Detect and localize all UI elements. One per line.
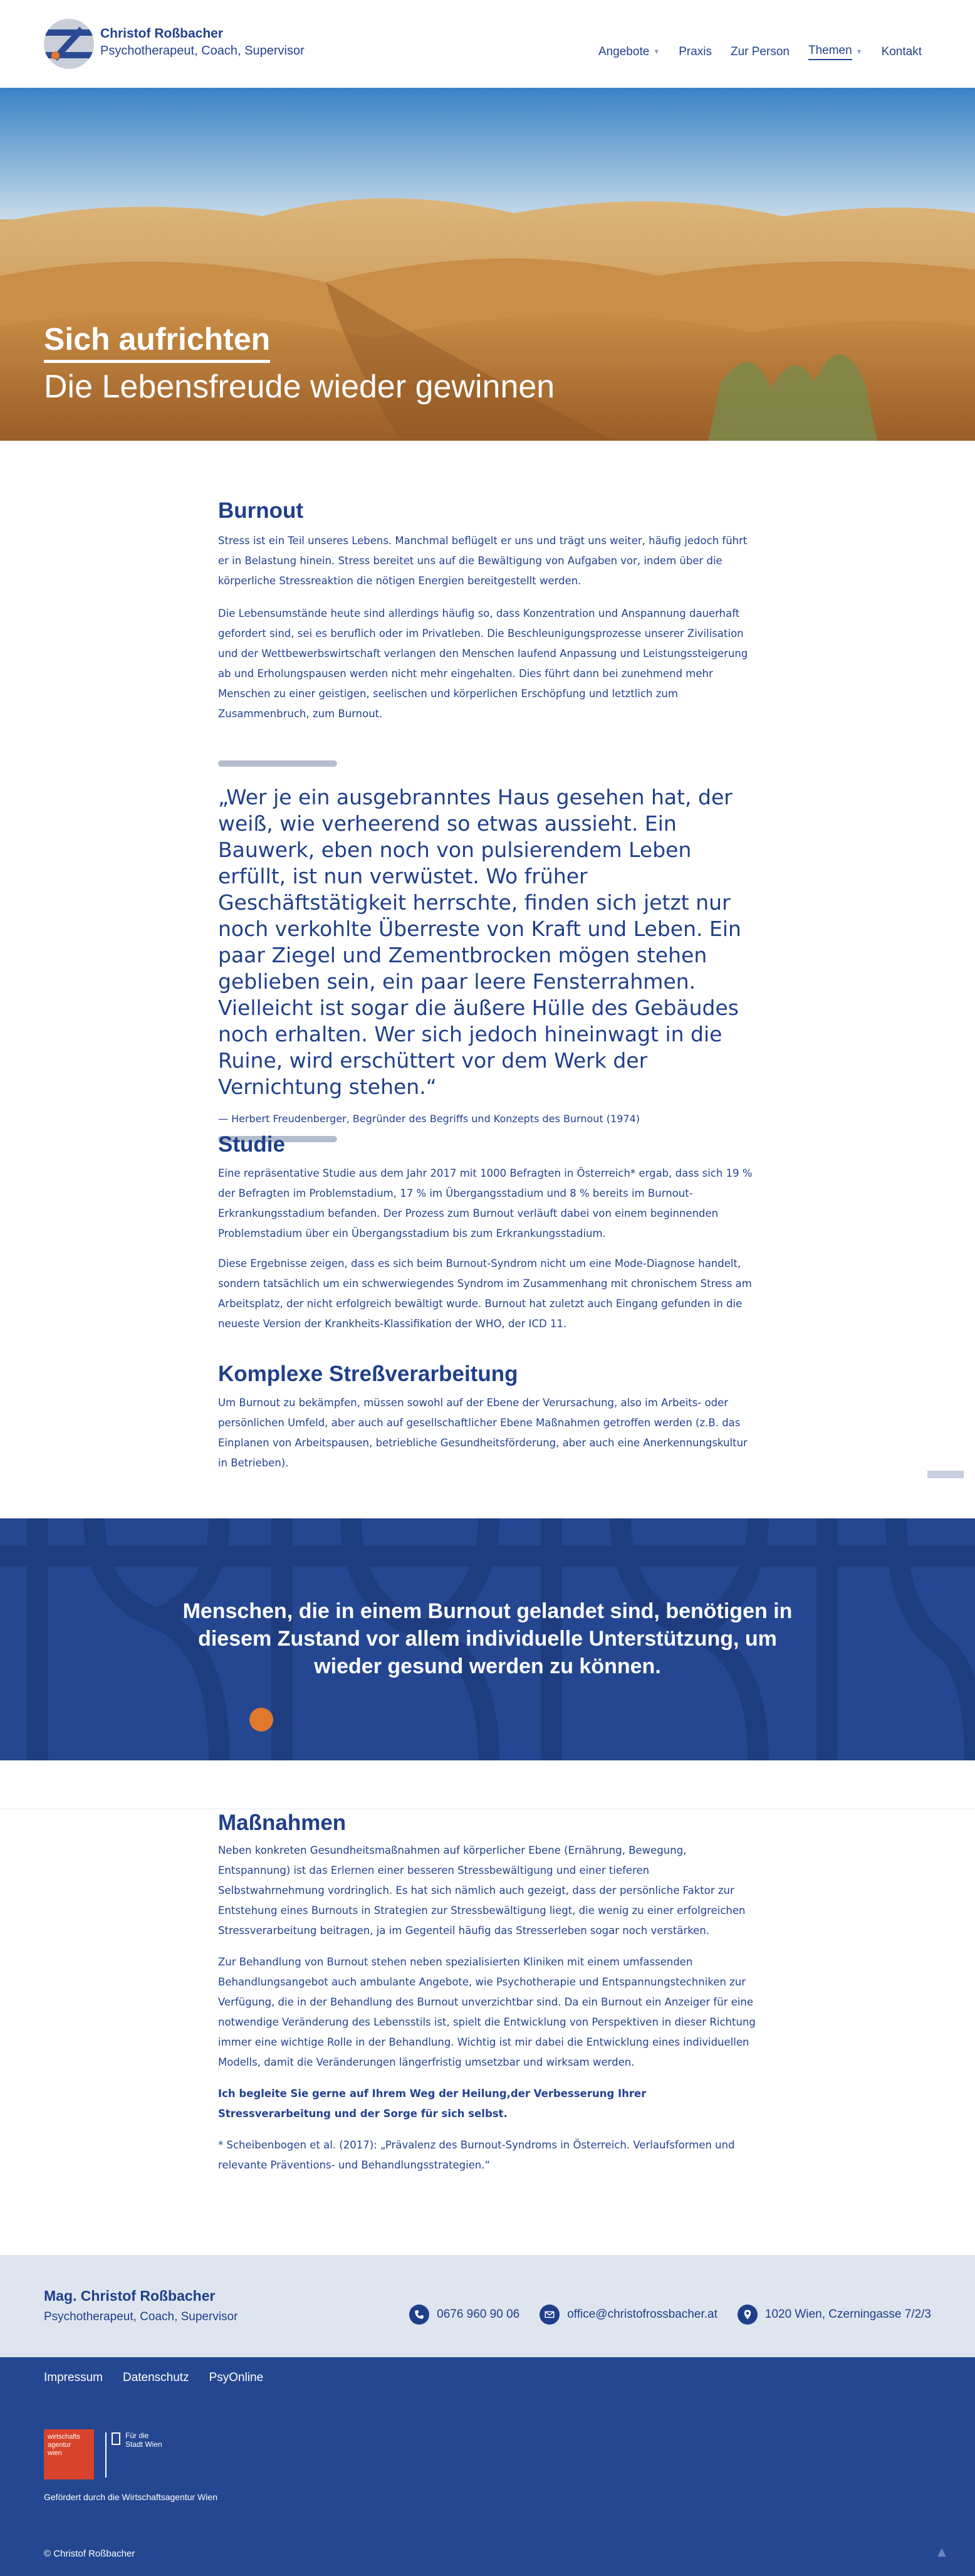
- hero-image: [0, 88, 975, 441]
- paragraph: Zur Behandlung von Burnout stehen neben spezialisierten Kliniken mit einem umfassenden Behandlungsangebot auch ambulante Angebote, wie Psychotherapie und Entspannungstechniken zur Verfügung, die in der Behandlung des Burnout unverzichtbar sind. Da ein Burnout ein Anzeiger für eine notwendige Veränderung des Lebensstils ist, spielt die Entwicklung von Perspektiven in dieser Richtung immer eine wichtige Rolle in der Behandlung. Wichtig ist mir dabei die Entwicklung eines individuellen Modells, damit die Veränderungen längerfristig umsetzbar und wirksam werden.: [218, 1956, 756, 2068]
- logo-text: agentur: [48, 2441, 71, 2449]
- nav-item-zur-person[interactable]: [731, 44, 790, 60]
- nav-label: Zur Person: [730, 45, 790, 58]
- vienna-shield-icon: [112, 2432, 120, 2445]
- footer-link-impressum[interactable]: Impressum: [44, 2371, 103, 2384]
- section-massnahmen: [218, 1811, 757, 2175]
- quote-text: „Wer je ein ausgebranntes Haus gesehen hat, der weiß, wie verheerend so etwas aussieht. Ein Bauwerk, eben noch von pulsierendem Leben erfüllt, ist nun verwüstet. Wo früher Geschäftstätigkeit herrschte, finden sich jetzt nur noch verkohlte Überreste von Kraft und Leben. Ein paar Ziegel und Zementbrocken mögen stehen geblieben sein, ein paar leere Fensterrahmen. Vielleicht ist sogar die äußere Hülle des Gebäudes noch erhalten. Wer sich jedoch hineinwagt in die Ruine, wird erschüttert vor dem Werk der Vernichtung stehen.“: [218, 785, 741, 1099]
- divider: [218, 760, 337, 767]
- accent-dot: [249, 1708, 273, 1732]
- paragraph: Eine repräsentative Studie aus dem Jahr 2017 mit 1000 Befragten in Österreich* ergab, dass sich 19 % der Befragten im Problemstadium, 17 % im Übergangsstadium und 8 % bereits im Burnout-Erkrankungsstadium befanden. Der Prozess zum Burnout verläuft dabei von einem beginnenden Problemstadium über ein Übergangsstadium bis zum Erkrankungsstadium.: [218, 1167, 753, 1239]
- brand-subtitle: Psychotherapeut, Coach, Supervisor: [100, 44, 305, 58]
- site-footer: [0, 2357, 975, 2576]
- footer-link-psyonline[interactable]: PsyOnline: [209, 2371, 264, 2384]
- phone-number: 0676 960 90 06: [437, 2308, 520, 2321]
- highlight-banner: [0, 1518, 975, 1760]
- nav-item-praxis[interactable]: [679, 44, 712, 60]
- quote-block: [218, 760, 757, 1142]
- quote-source: — Herbert Freudenberger, Begründer des Begriffs und Konzepts des Burnout (1974): [218, 1113, 640, 1125]
- logo-text: wien: [48, 2449, 62, 2457]
- paragraph: Die Lebensumstände heute sind allerdings häufig so, dass Konzentration und Anspannung dauerhaft gefordert sind, sei es beruflich oder im Privatleben. Die Beschleunigungsprozesse unserer Zivilisation und der Wettbewerbswirtschaft verlangen den Menschen laufend Anpassung und Leistungssteigerung ab und Erholungspausen werden nicht mehr eingehalten. Dies führt dann bei zunehmend mehr Menschen zu einer geistigen, seelischen und körperlichen Erschöpfung und letztlich zum Zusammenbruch, zum Burnout.: [218, 607, 748, 720]
- site-header: [0, 0, 975, 88]
- main-nav: [598, 44, 922, 60]
- logo-divider: [105, 2432, 107, 2478]
- banner-text: Menschen, die in einem Burnout gelandet sind, benötigen in diesem Zustand vor allem individuelle Unterstützung, um wieder gesund werden zu können.: [182, 1599, 793, 1678]
- logo-text: Für die: [125, 2431, 149, 2440]
- vienna-logo-text: [125, 2431, 162, 2449]
- mail-icon: [540, 2305, 560, 2325]
- footer-link-datenschutz[interactable]: Datenschutz: [122, 2371, 189, 2384]
- contact-bar: [0, 2255, 975, 2357]
- copyright: © Christof Roßbacher: [44, 2548, 135, 2559]
- logo-text: wirtschafts: [48, 2433, 80, 2441]
- funding-caption: Gefördert durch die Wirtschaftsagentur Wien: [44, 2492, 218, 2502]
- nav-label: Praxis: [679, 45, 712, 58]
- paragraph-emphasis: Ich begleite Sie gerne auf Ihrem Weg der Heilung,der Verbesserung Ihrer Stressverarbeitung und der Sorge für sich selbst.: [218, 2088, 647, 2120]
- nav-label: Angebote: [598, 45, 650, 58]
- footnote: * Scheibenbogen et al. (2017): „Prävalenz des Burnout-Syndroms in Österreich. Verlaufsformen und relevante Präventions- und Behandlungsstrategien.“: [218, 2139, 735, 2171]
- section-studie: [218, 1132, 757, 1334]
- section-komplexe-stressverarbeitung: [218, 1362, 757, 1473]
- chevron-down-icon: ▼: [653, 48, 660, 56]
- contact-address[interactable]: [738, 2305, 931, 2325]
- address: 1020 Wien, Czerningasse 7/2/3: [764, 2308, 931, 2321]
- nav-item-themen[interactable]: [808, 44, 863, 60]
- contact-subtitle: Psychotherapeut, Coach, Supervisor: [44, 2310, 238, 2323]
- section-heading: Komplexe Streßverarbeitung: [218, 1362, 518, 1386]
- contact-items: [409, 2305, 931, 2325]
- scroll-indicator[interactable]: [927, 1471, 964, 1478]
- nav-label: Themen: [808, 44, 852, 60]
- logo-icon[interactable]: [44, 19, 94, 69]
- hero-title: Sich aufrichten: [44, 321, 270, 363]
- paragraph: Um Burnout zu bekämpfen, müssen sowohl auf der Ebene der Verursachung, also im Arbeits- oder persönlichen Umfeld, aber auch auf gesellschaftlicher Ebene Maßnahmen getroffen werden (z.B. das Einplanen von Arbeitspausen, betriebliche Gesundheitsförderung, aber auch eine Anerkennungskultur in Betrieben).: [218, 1397, 748, 1469]
- contact-phone[interactable]: [409, 2305, 519, 2325]
- nav-item-kontakt[interactable]: [882, 44, 922, 60]
- contact-name: Mag. Christof Roßbacher: [44, 2288, 216, 2304]
- email-address: office@christofrossbacher.at: [567, 2308, 717, 2321]
- phone-icon: [409, 2305, 429, 2325]
- hero-subtitle: Die Lebensfreude wieder gewinnen: [44, 369, 555, 405]
- location-icon: [738, 2305, 758, 2325]
- section-heading: Maßnahmen: [218, 1811, 347, 1835]
- contact-email[interactable]: [540, 2305, 717, 2325]
- section-heading: Burnout: [218, 498, 304, 523]
- brand-name[interactable]: Christof Roßbacher: [100, 26, 224, 41]
- nav-label: Kontakt: [881, 45, 922, 58]
- logo-text: Stadt Wien: [125, 2440, 162, 2449]
- nav-item-angebote[interactable]: [598, 44, 660, 60]
- paragraph: Neben konkreten Gesundheitsmaßnahmen auf körperlicher Ebene (Ernährung, Bewegung, Entspannung) ist das Erlernen einer besseren Stressbewältigung und einer tieferen Selbstwahrnehmung vordringlich. Es hat sich nämlich auch gezeigt, dass der persönliche Faktor zur Entstehung eines Burnouts in Strategien zur Stressbewältigung liegt, die wenig zu einer erfolgreichen Stressverarbeitung beitragen, ja im Gegenteil häufig das Stresserleben sogar noch verstärken.: [218, 1844, 746, 1937]
- chevron-down-icon: ▼: [855, 48, 863, 56]
- chevron-up-icon[interactable]: ▲: [937, 2545, 946, 2558]
- footer-links: [44, 2371, 263, 2385]
- wirtschaftsagentur-logo[interactable]: [44, 2429, 94, 2479]
- section-heading: Studie: [218, 1132, 285, 1157]
- paragraph: Stress ist ein Teil unseres Lebens. Manchmal beflügelt er uns und trägt uns weiter, häufig jedoch führt er in Belastung hinein. Stress bereitet uns auf die Bewältigung von Aufgaben vor, indem über die körperliche Stressreaktion die nötigen Energien bereitgestellt werden.: [218, 535, 748, 587]
- paragraph: Diese Ergebnisse zeigen, dass es sich beim Burnout-Syndrom nicht um eine Mode-Diagnose handelt, sondern tatsächlich um ein schwerwiegendes Syndrom im Zusammenhang mit chronischem Stress am Arbeitsplatz, der nicht erfolgreich bewältigt wurde. Burnout hat zuletzt auch Eingang gefunden in die neueste Version der Krankheits-Klassifikation der WHO, der ICD 11.: [218, 1258, 752, 1330]
- section-burnout: [218, 498, 757, 724]
